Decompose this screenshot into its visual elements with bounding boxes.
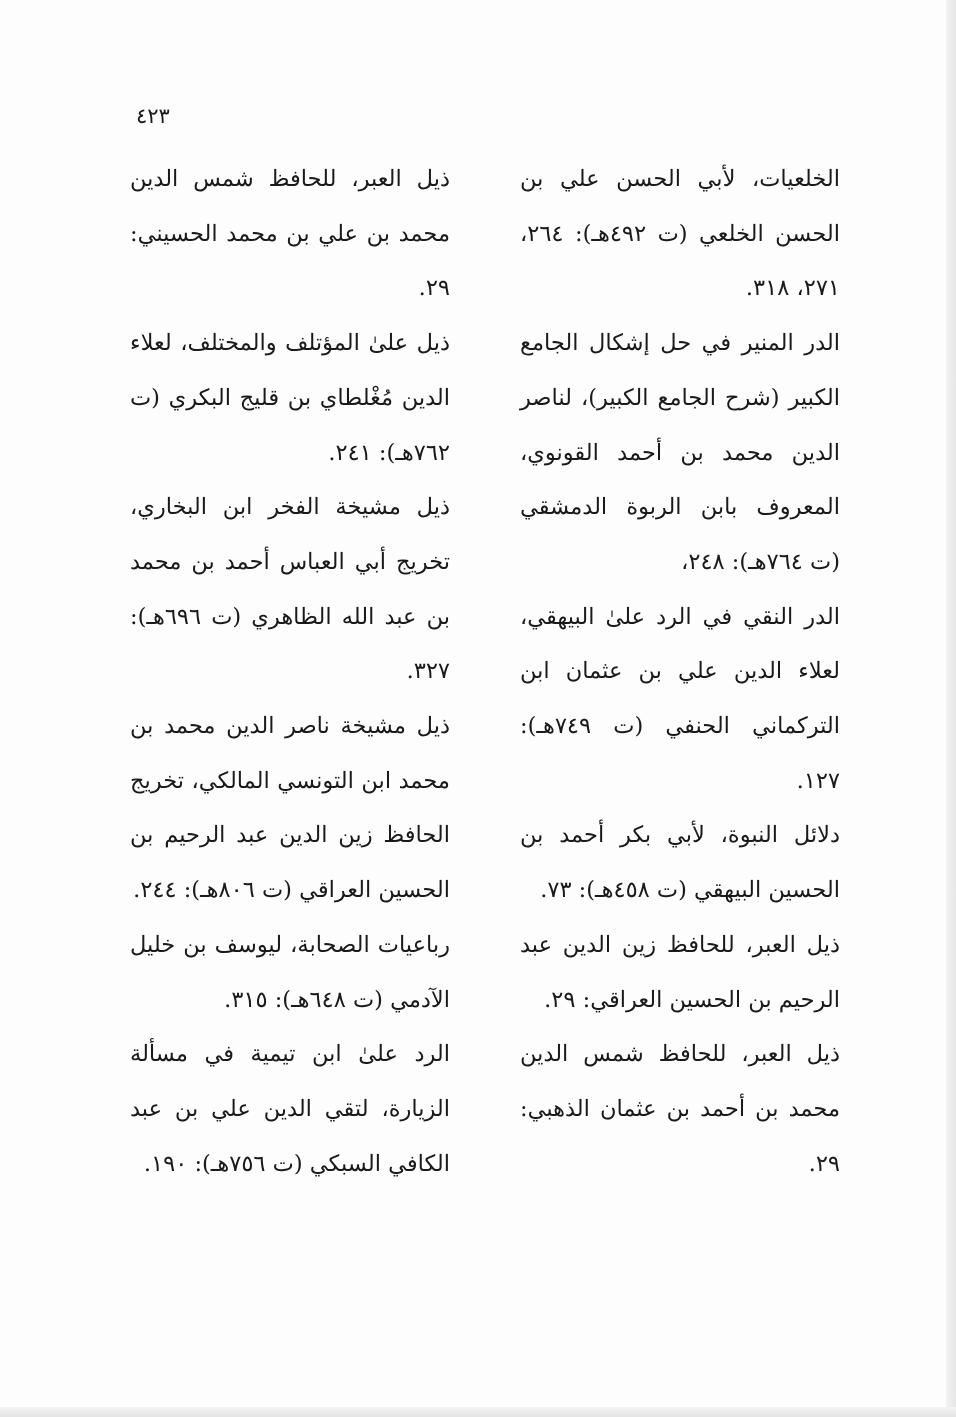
index-column-right [520,152,840,1191]
index-entry: ذيل العبر، للحافظ شمس الدين محمد بن علي بن محمد الحسيني: ٢٩. [130,166,450,302]
index-entry: الدر النقي في الرد علىٰ البيهقي، لعلاء الدين علي بن عثمان ابن التركماني الحنفي (ت ٧٤٩هـ): ١٢٧. [520,603,840,794]
page-edge-bottom [0,1407,956,1417]
page-edge-right [946,0,956,1417]
index-entry: الرد علىٰ ابن تيمية في مسألة الزيارة، لتقي الدين علي بن عبد الكافي السبكي (ت ٧٥٦هـ): ١٩٠. [130,1041,450,1177]
index-entry: ذيل مشيخة الفخر ابن البخاري، تخريج أبي العباس أحمد بن محمد بن عبد الله الظاهري (ت ٦٩٦هـ): ٣٢٧. [130,494,450,685]
index-entry: ذيل مشيخة ناصر الدين محمد بن محمد ابن التونسي المالكي، تخريج الحافظ زين الدين عبد الرحيم بن الحسين العراقي (ت ٨٠٦هـ): ٢٤٤. [130,713,450,904]
index-column-left [130,152,450,1191]
index-entry: ذيل العبر، للحافظ شمس الدين محمد بن أحمد بن عثمان الذهبي: ٢٩. [520,1041,840,1177]
index-entry: دلائل النبوة، لأبي بكر أحمد بن الحسين البيهقي (ت ٤٥٨هـ): ٧٣. [520,822,840,904]
index-entry: ذيل علىٰ المؤتلف والمختلف، لعلاء الدين مُغْلطاي بن قليج البكري (ت ٧٦٢هـ): ٢٤١. [130,330,450,466]
page-number: ٤٢٣ [136,104,170,128]
index-entry: ذيل العبر، للحافظ زين الدين عبد الرحيم بن الحسين العراقي: ٢٩. [520,931,840,1013]
index-entry: الدر المنير في حل إشكال الجامع الكبير (شرح الجامع الكبير)، لناصر الدين محمد بن أحمد القونوي، المعروف بابن الربوة الدمشقي (ت ٧٦٤هـ): ٢٤٨، [520,330,840,575]
index-entry: الخلعيات، لأبي الحسن علي بن الحسن الخلعي (ت ٤٩٢هـ): ٢٦٤، ٢٧١، ٣١٨. [520,166,841,302]
index-entry: رباعيات الصحابة، ليوسف بن خليل الآدمي (ت ٦٤٨هـ): ٣١٥. [130,931,450,1013]
